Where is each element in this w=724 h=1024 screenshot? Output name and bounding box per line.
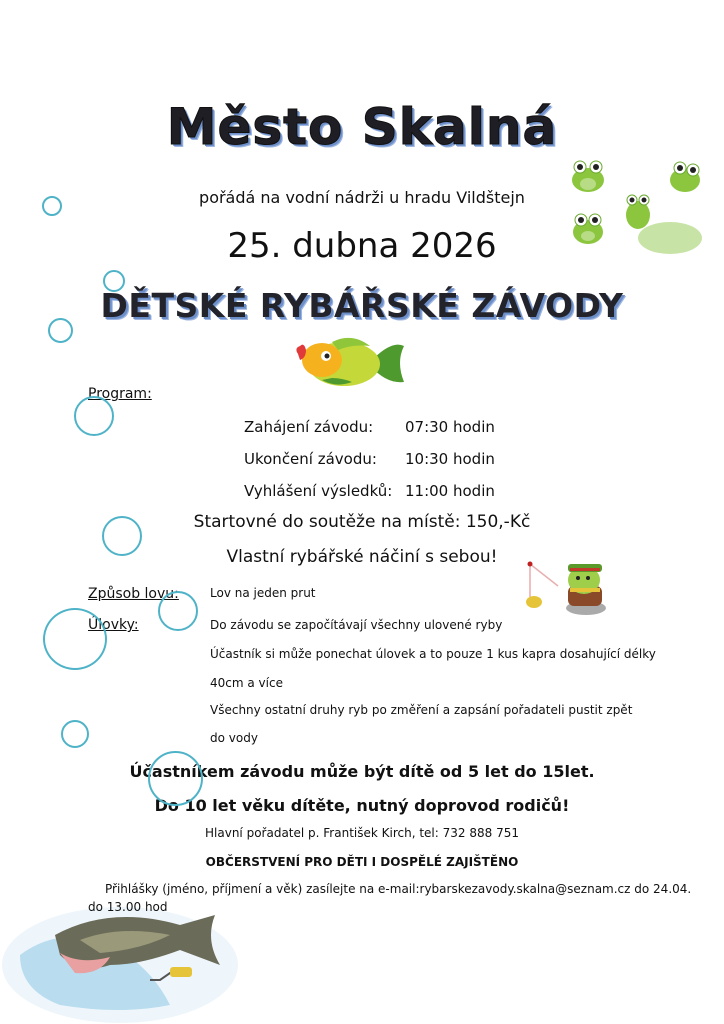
fish-illustration xyxy=(292,332,412,394)
method-label: Způsob lovu: xyxy=(88,586,179,602)
catch-rule: 40cm a více xyxy=(210,676,283,690)
bubble-icon xyxy=(102,516,142,556)
bubble-icon xyxy=(158,591,198,631)
bubble-icon xyxy=(103,270,125,292)
bubble-icon xyxy=(61,720,89,748)
bubble-icon xyxy=(74,396,114,436)
age-notice: Účastníkem závodu může být dítě od 5 let do 15let. xyxy=(129,762,595,781)
organizer-contact: Hlavní pořadatel p. František Kirch, tel: 732 888 751 xyxy=(205,826,519,840)
event-title: DĚTSKÉ RYBÁŘSKÉ ZÁVODY xyxy=(100,286,624,325)
schedule-time: 07:30 hodin xyxy=(405,418,495,436)
refreshments-note: OBČERSTVENÍ PRO DĚTI I DOSPĚLÉ ZAJIŠTĚNO xyxy=(205,855,519,869)
event-date: 25. dubna 2026 xyxy=(227,226,497,266)
own-gear-note: Vlastní rybářské náčiní s sebou! xyxy=(226,547,498,567)
catch-label: Úlovky: xyxy=(88,617,139,633)
escort-notice: Do 10 let věku dítěte, nutný doprovod rodičů! xyxy=(154,796,570,815)
frog-icon xyxy=(572,161,604,192)
schedule-label: Ukončení závodu: xyxy=(244,450,377,468)
method-value: Lov na jeden prut xyxy=(210,586,316,600)
frogs-illustration xyxy=(560,150,720,260)
entry-fee: Startovné do soutěže na místě: 150,-Kč xyxy=(193,512,531,532)
bubble-icon xyxy=(43,608,107,670)
catch-rule: Všechny ostatní druhy ryb po změření a zapsání pořadateli pustit zpět xyxy=(210,703,633,717)
town-title: Město Skalná xyxy=(166,98,558,156)
bubble-icon xyxy=(48,318,73,343)
bubble-icon xyxy=(148,751,203,806)
registration-deadline: do 13.00 hod xyxy=(88,900,168,914)
program-label: Program: xyxy=(88,386,152,402)
subtitle: pořádá na vodní nádrži u hradu Vildštejn xyxy=(199,188,525,207)
bubble-icon xyxy=(42,196,62,216)
pike-illustration xyxy=(0,895,250,1024)
catch-rule: Účastník si může ponechat úlovek a to pouze 1 kus kapra dosahující délky xyxy=(210,647,656,661)
registration-info: Přihlášky (jméno, příjmení a věk) zasílejte na e-mail:rybarskezavody.skalna@seznam.cz do 24.04. xyxy=(105,882,692,896)
catch-rule: Do závodu se započítávají všechny ulovené ryby xyxy=(210,618,503,632)
fisherman-illustration xyxy=(518,556,618,616)
schedule-label: Zahájení závodu: xyxy=(244,418,374,436)
schedule-time: 10:30 hodin xyxy=(405,450,495,468)
catch-rule: do vody xyxy=(210,731,258,745)
schedule-time: 11:00 hodin xyxy=(405,482,495,500)
schedule-label: Vyhlášení výsledků: xyxy=(244,482,393,500)
